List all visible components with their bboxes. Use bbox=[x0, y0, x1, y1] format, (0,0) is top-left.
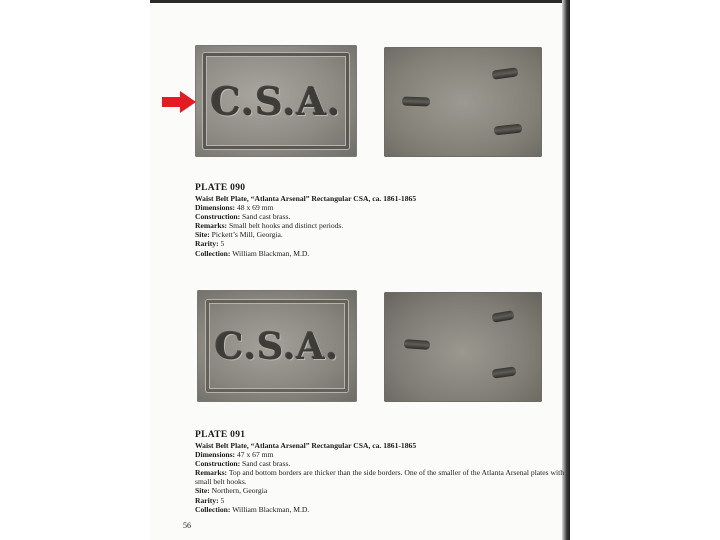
field-collection: Collection: William Blackman, M.D. bbox=[195, 504, 310, 514]
field-construction: Construction: Sand cast brass. bbox=[195, 459, 291, 469]
page-number: 56 bbox=[183, 521, 191, 530]
plate-090-caption bbox=[195, 183, 565, 258]
field-construction: Construction: Sand cast brass. bbox=[195, 212, 291, 222]
plate-front-lettering: C.S.A. bbox=[210, 79, 342, 124]
field-remarks: Remarks: Top and bottom borders are thicker than the side borders. One of the smaller of the Atlanta Arsenal plates with small belt hooks. bbox=[195, 468, 565, 487]
plate-091-back-photo bbox=[384, 292, 542, 402]
plate-subtitle: Waist Belt Plate, “Atlanta Arsenal” Rectangular CSA, ca. 1861-1865 bbox=[195, 194, 417, 203]
plate-front-lettering: C.S.A. bbox=[214, 326, 340, 368]
plate-title: PLATE 091 bbox=[195, 430, 246, 440]
field-site: Site: Pickett’s Mill, Georgia. bbox=[195, 230, 283, 240]
field-remarks: Remarks: Small belt hooks and distinct periods. bbox=[195, 221, 344, 231]
belt-hook bbox=[492, 67, 519, 80]
belt-hook bbox=[491, 310, 514, 323]
plate-090-front-photo bbox=[195, 45, 357, 157]
plate-title: PLATE 090 bbox=[195, 183, 246, 193]
field-dimensions: Dimensions: 47 x 67 mm bbox=[195, 450, 274, 460]
belt-hook bbox=[402, 97, 430, 107]
field-rarity: Rarity: 5 bbox=[195, 495, 225, 505]
red-arrow-icon bbox=[162, 91, 196, 113]
field-collection: Collection: William Blackman, M.D. bbox=[195, 248, 310, 258]
belt-hook bbox=[494, 124, 523, 136]
field-rarity: Rarity: 5 bbox=[195, 239, 225, 249]
top-edge bbox=[150, 0, 570, 3]
belt-hook bbox=[491, 366, 516, 378]
plate-090-back-photo bbox=[384, 47, 542, 157]
plate-subtitle: Waist Belt Plate, “Atlanta Arsenal” Rectangular CSA, ca. 1861-1865 bbox=[195, 441, 417, 450]
plate-091-caption bbox=[195, 430, 565, 514]
belt-hook bbox=[404, 339, 431, 350]
field-dimensions: Dimensions: 48 x 69 mm bbox=[195, 203, 274, 213]
field-site: Site: Northern, Georgia bbox=[195, 486, 268, 496]
plate-091-front-photo bbox=[197, 290, 357, 402]
